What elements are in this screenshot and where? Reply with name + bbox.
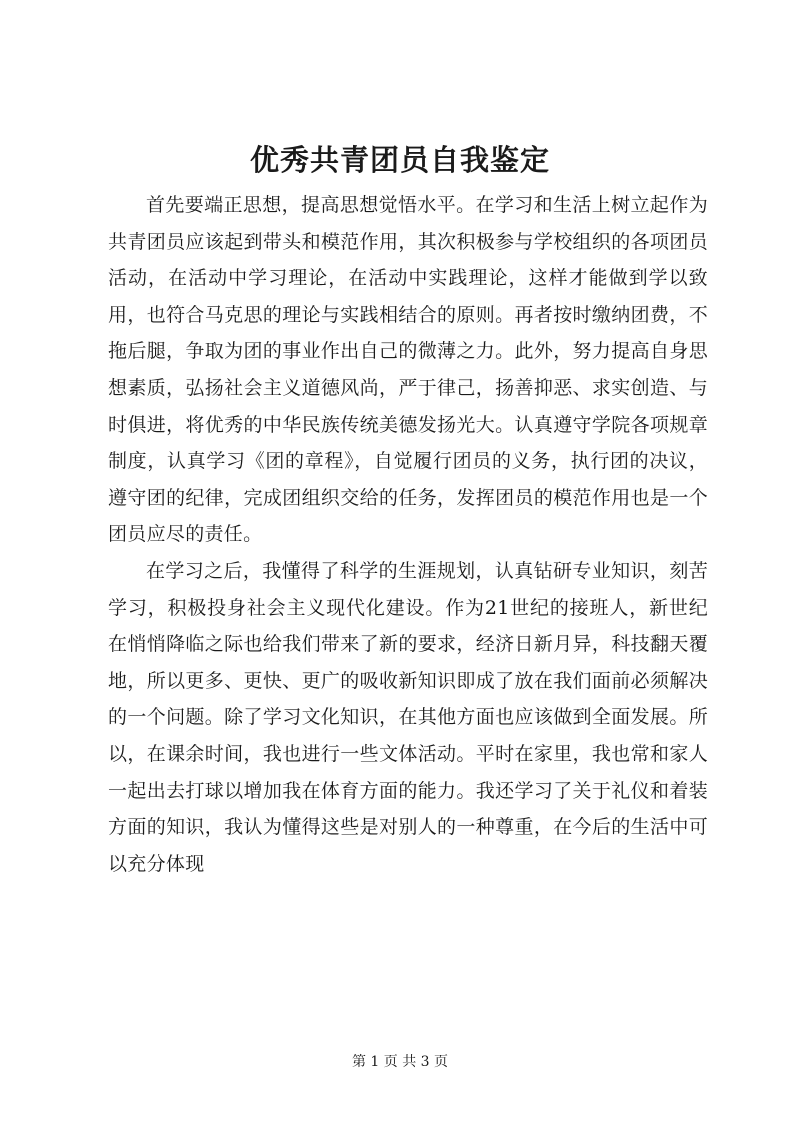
- paragraph-2: 在学习之后，我懂得了科学的生涯规划，认真钻研专业知识，刻苦学习，积极投身社会主义现代化建设。作为21世纪的接班人，新世纪在悄悄降临之际也给我们带来了新的要求，经济日新月异，科技翻天覆地，所以更多、更快、更广的吸收新知识即成了放在我们面前必须解决的一个问题。除了学习文化知识，在其他方面也应该做到全面发展。所以，在课余时间，我也进行一些文体活动。平时在家里，我也常和家人一起出去打球以增加我在体育方面的能力。我还学习了关于礼仪和着装方面的知识，我认为懂得这些是对别人的一种尊重，在今后的生活中可以充分体现: [108, 559, 708, 875]
- paragraph-1: 首先要端正思想，提高思想觉悟水平。在学习和生活上树立起作为共青团员应该起到带头和模范作用，其次积极参与学校组织的各项团员活动，在活动中学习理论，在活动中实践理论，这样才能做到学以致用，也符合马克思的理论与实践相结合的原则。再者按时缴纳团费，不拖后腿，争取为团的事业作出自己的微薄之力。此外，努力提高自身思想素质，弘扬社会主义道德风尚，严于律己，扬善抑恶、求实创造、与时俱进，将优秀的中华民族传统美德发扬光大。认真遵守学院各项规章制度，认真学习《团的章程》，自觉履行团员的义务，执行团的决议，遵守团的纪律，完成团组织交给的任务，发挥团员的模范作用也是一个团员应尽的责任。: [108, 194, 708, 546]
- page-footer: 第 1 页 共 3 页: [351, 1054, 449, 1070]
- document-title: 优秀共青团员自我鉴定: [249, 143, 550, 177]
- document-body: [108, 187, 708, 882]
